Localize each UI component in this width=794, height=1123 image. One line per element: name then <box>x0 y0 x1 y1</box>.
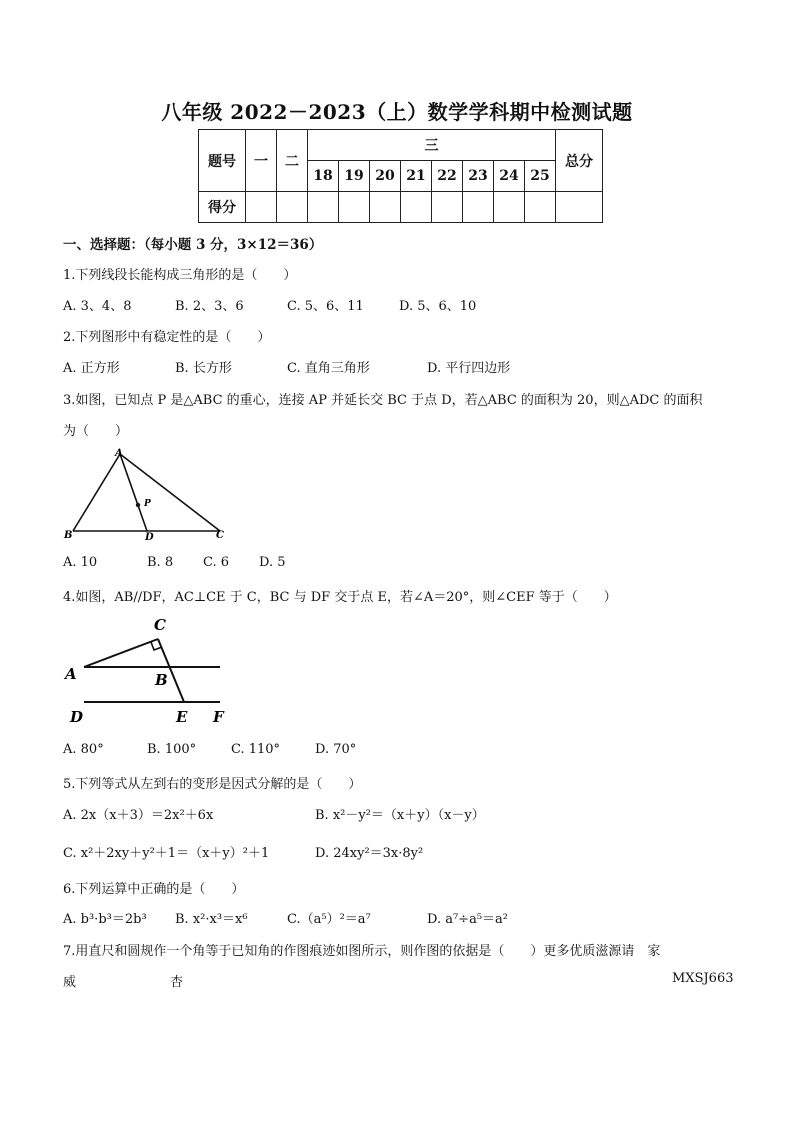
score-sub-header: 18 <box>308 161 339 192</box>
q1-option-a: A. 3、4、8 <box>63 299 132 314</box>
q4-option-d: D. 70° <box>315 742 357 757</box>
score-cell[interactable] <box>556 192 603 223</box>
q6-option-d: D. a⁷÷a⁵＝a² <box>427 912 509 927</box>
score-row-label: 得分 <box>199 192 246 223</box>
q7-line2-code: MXSJ663 <box>672 971 734 986</box>
q6-option-c: C.（a⁵）²＝a⁷ <box>287 912 371 927</box>
q2-option-d: D. 平行四边形 <box>427 361 511 376</box>
label-a: A <box>65 665 77 683</box>
q7-line2-char-2: 杏 <box>170 975 184 990</box>
label-d: D <box>70 708 84 726</box>
question-3-stem-line1: 3.如图，已知点 P 是△ABC 的重心，连接 AP 并延长交 BC 于点 D，若△ABC 的面积为 20，则△ADC 的面积 <box>63 393 703 408</box>
q6-option-a: A. b³·b³＝2b³ <box>63 912 147 927</box>
q3-option-d: D. 5 <box>259 555 286 570</box>
score-sub-header: 21 <box>401 161 432 192</box>
q4-option-a: A. 80° <box>63 742 104 757</box>
score-header-one: 一 <box>246 130 277 192</box>
question-4-stem: 4.如图，AB//DF，AC⊥CE 于 C，BC 与 DF 交于点 E，若∠A＝20°，则∠CEF 等于（ ） <box>63 590 617 605</box>
question-1-stem: 1.下列线段长能构成三角形的是（ ） <box>63 268 297 283</box>
question-2-stem: 2.下列图形中有稳定性的是（ ） <box>63 330 271 345</box>
q3-option-a: A. 10 <box>63 555 98 570</box>
q5-option-a: A. 2x（x＋3）＝2x²＋6x <box>63 808 214 823</box>
q4-option-b: B. 100° <box>147 742 197 757</box>
segment-ac <box>120 454 220 531</box>
q5-option-b: B. x²－y²＝（x＋y）（x－y） <box>315 808 485 823</box>
score-sub-header: 22 <box>432 161 463 192</box>
point-p <box>136 503 140 507</box>
score-sub-header: 19 <box>339 161 370 192</box>
q2-option-c: C. 直角三角形 <box>287 361 370 376</box>
label-d: D <box>145 532 154 543</box>
segment-ab <box>73 454 120 531</box>
score-cell[interactable] <box>432 192 463 223</box>
q4-option-c: C. 110° <box>231 742 281 757</box>
score-table <box>198 129 603 223</box>
score-cell[interactable] <box>494 192 525 223</box>
question-7-stem: 7.用直尺和圆规作一个角等于已知角的作图痕迹如图所示，则作图的依据是（ ）更多优质滋源请 家 <box>63 944 661 959</box>
q3-triangle-figure <box>60 444 240 544</box>
score-cell[interactable] <box>463 192 494 223</box>
score-sub-header: 24 <box>494 161 525 192</box>
score-sub-header: 25 <box>525 161 556 192</box>
question-3-stem-line2: 为（ ） <box>63 424 129 439</box>
q1-option-c: C. 5、6、11 <box>287 299 364 314</box>
q4-parallel-lines-figure <box>60 612 250 732</box>
q3-option-c: C. 6 <box>203 555 230 570</box>
segment-ac <box>84 639 158 667</box>
score-header-two: 二 <box>277 130 308 192</box>
label-b: B <box>155 671 168 689</box>
label-a: A <box>115 448 123 459</box>
label-p: P <box>144 499 151 509</box>
q6-option-b: B. x²·x³＝x⁶ <box>175 912 248 927</box>
label-c: C <box>216 530 224 541</box>
label-e: E <box>176 708 188 726</box>
label-f: F <box>213 708 224 726</box>
score-cell[interactable] <box>308 192 339 223</box>
q2-option-b: B. 长方形 <box>175 361 232 376</box>
score-cell[interactable] <box>401 192 432 223</box>
section-heading: 一、选择题：（每小题 3 分，3×12＝36） <box>63 237 323 253</box>
q7-line2-char-1: 威 <box>63 975 77 990</box>
score-cell[interactable] <box>277 192 308 223</box>
q1-option-d: D. 5、6、10 <box>399 299 477 314</box>
question-6-stem: 6.下列运算中正确的是（ ） <box>63 882 245 897</box>
q3-option-b: B. 8 <box>147 555 174 570</box>
q1-option-b: B. 2、3、6 <box>175 299 244 314</box>
q5-option-d: D. 24xy²＝3x·8y² <box>315 846 424 861</box>
q5-option-c: C. x²＋2xy＋y²＋1＝（x＋y）²＋1 <box>63 846 270 861</box>
question-5-stem: 5.下列等式从左到右的变形是因式分解的是（ ） <box>63 777 362 792</box>
score-cell[interactable] <box>339 192 370 223</box>
segment-ad <box>120 454 147 531</box>
label-c: C <box>154 616 166 634</box>
score-cell[interactable] <box>246 192 277 223</box>
exam-title: 八年级 2022－2023（上）数学学科期中检测试题 <box>161 100 633 124</box>
score-cell[interactable] <box>525 192 556 223</box>
score-header-total: 总分 <box>556 130 603 192</box>
score-sub-header: 20 <box>370 161 401 192</box>
label-b: B <box>64 530 73 541</box>
score-header-number: 题号 <box>199 130 246 192</box>
q2-option-a: A. 正方形 <box>63 361 120 376</box>
score-header-three: 三 <box>308 130 556 161</box>
score-sub-header: 23 <box>463 161 494 192</box>
score-cell[interactable] <box>370 192 401 223</box>
